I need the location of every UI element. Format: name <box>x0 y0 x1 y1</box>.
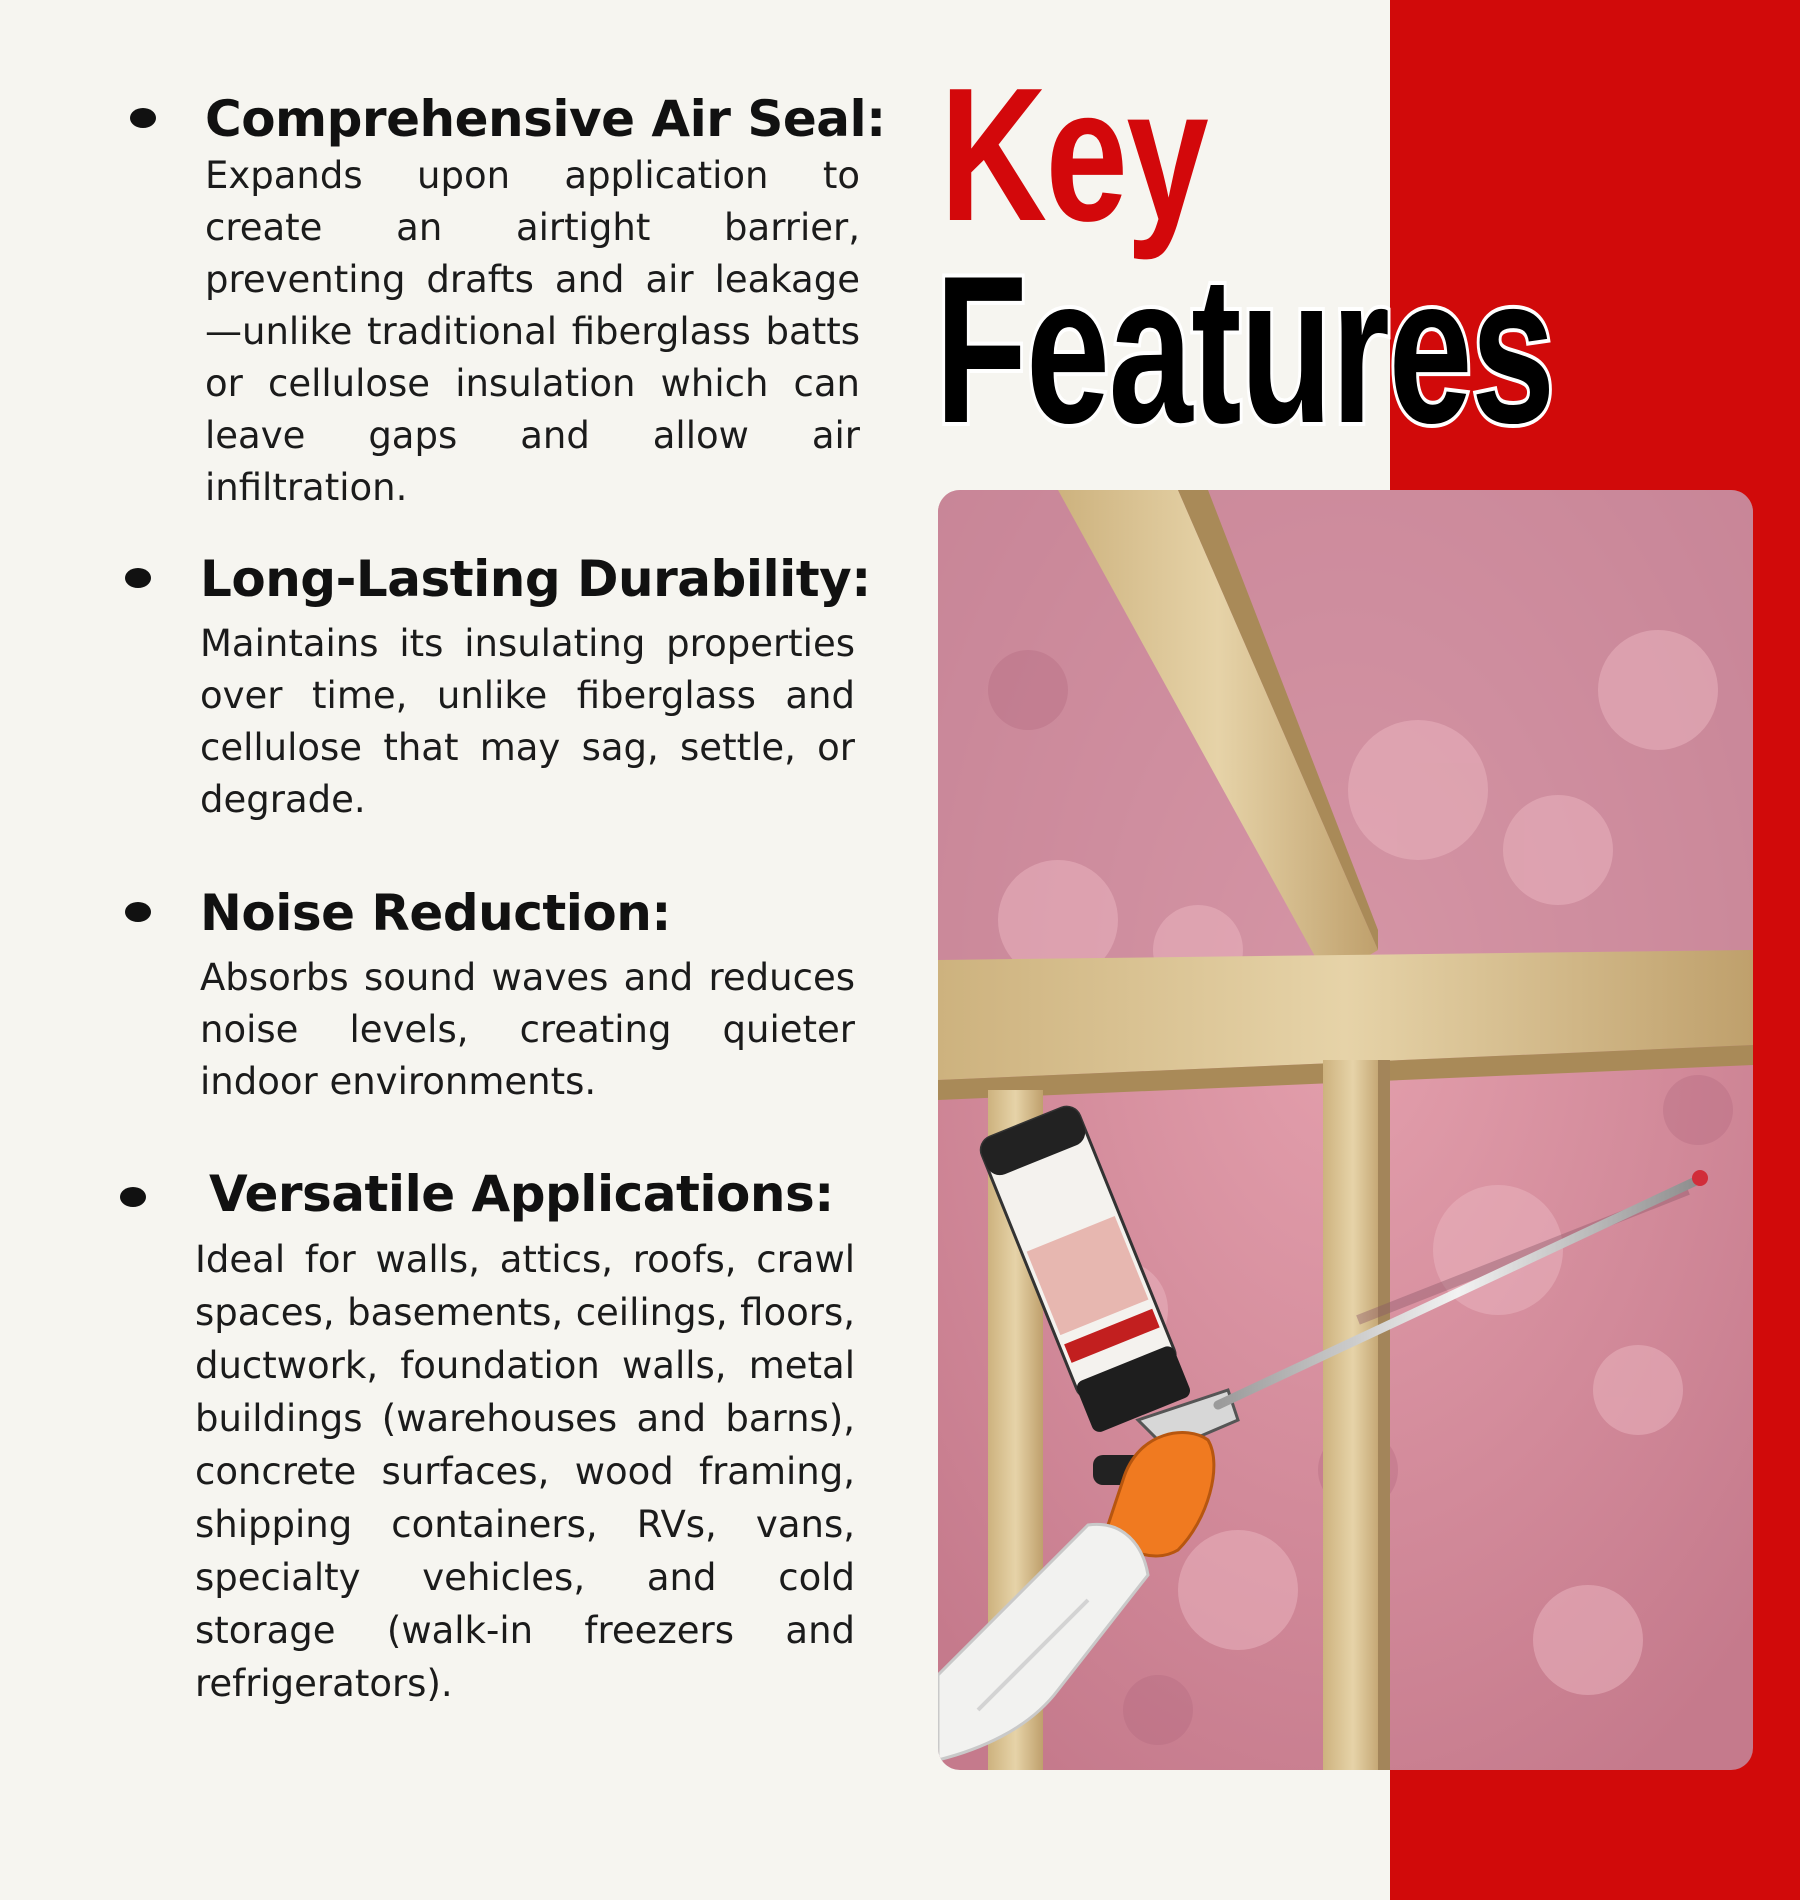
heading-key: Key <box>940 49 1208 261</box>
feature-versatile-applications <box>195 1163 855 1710</box>
feature-body: Absorbs sound waves and reduces noise levels, creating quieter indoor environments. <box>200 956 855 1103</box>
feature-title: Versatile Applications: <box>209 1165 834 1223</box>
spray-foam-illustration <box>938 490 1753 1770</box>
spray-foam-photo <box>938 490 1753 1770</box>
bullet-icon <box>125 568 151 588</box>
feature-air-seal <box>205 88 886 514</box>
feature-body: Ideal for walls, attics, roofs, crawl spaces, basements, ceilings, floors, ductwork, foundation walls, metal buildings (warehouses and barns), concrete surfaces, wood framing, shipping containers, RVs, vans, specialty vehicles, and cold storage (walk-in freezers and refrigerators). <box>195 1238 855 1705</box>
bullet-icon <box>130 108 156 128</box>
feature-body: Maintains its insulating properties over time, unlike fiberglass and cellulose that may sag, settle, or degrade. <box>200 622 855 821</box>
feature-title: Noise Reduction: <box>200 884 671 942</box>
feature-noise-reduction <box>200 882 855 1108</box>
heading-features: Features <box>935 232 1554 467</box>
feature-title: Comprehensive Air Seal: <box>205 90 886 148</box>
bullet-icon <box>125 902 151 922</box>
feature-durability <box>200 548 871 826</box>
feature-body: Expands upon application to create an airtight barrier, preventing drafts and air leakage —unlike traditional fiberglass batts or cellulose insulation which can leave gaps and allow air infiltration. <box>205 154 860 509</box>
bullet-icon <box>120 1187 146 1207</box>
feature-title: Long-Lasting Durability: <box>200 550 871 608</box>
